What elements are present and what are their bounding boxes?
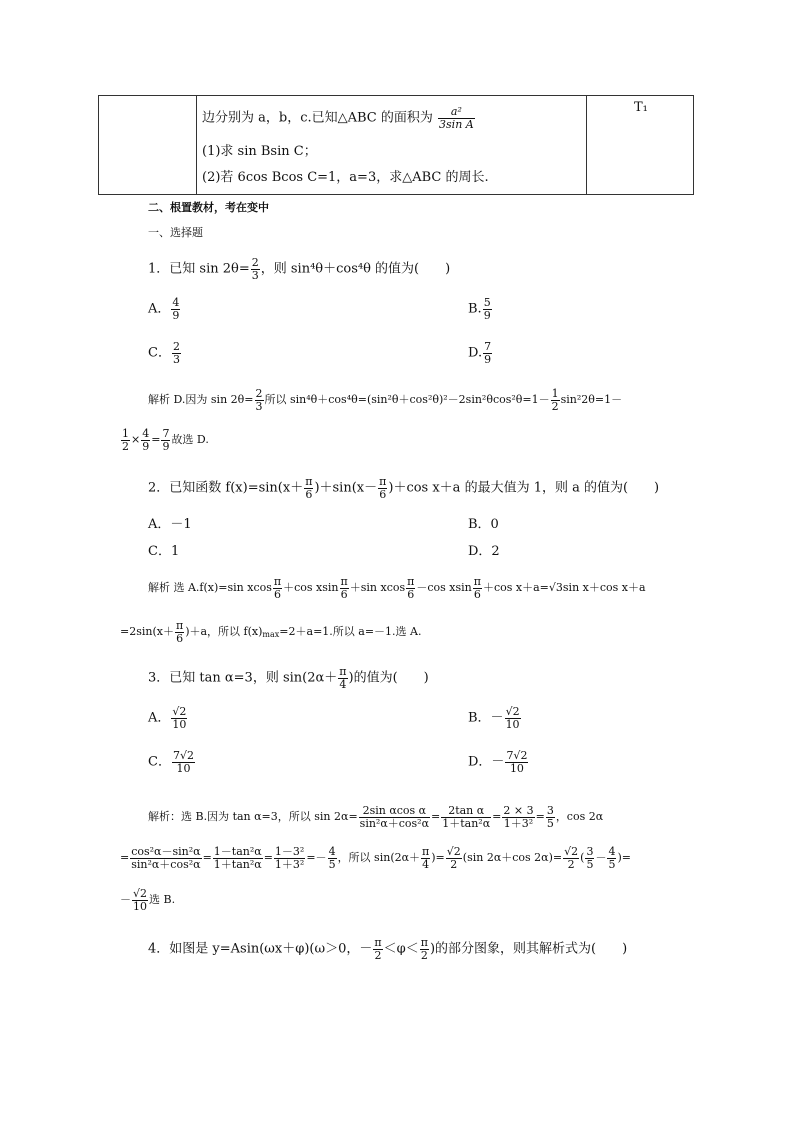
table-row-text-1: 边分别为 a，b，c.已知△ABC 的面积为 $\frac{\text{a²}}{\text{3sin A}}$ [202,105,474,131]
q2-sol-frac-2: $\frac{\pi}{6}$ [340,575,348,601]
q1-option-d-fraction: $\frac{7}{9}$ [484,340,492,366]
q3-sol2-frac-2: $\frac{\text{1－tan²α}}{\text{1＋tan²α}}$ [213,845,262,871]
q1-sol-frac-3: $\frac{1}{2}$ [122,427,129,453]
q2-stem-frac-2: $\frac{\pi}{6}$ [379,475,387,501]
table-row-text-2: (1)求 sin Bsin C； [202,144,317,159]
q1-stem: 1．已知 sin 2θ= $\frac{2}{3}$ ，则 sin⁴θ＋cos⁴θ 的值为( ) [148,256,451,282]
table-col-divider-1 [196,95,197,195]
q1-sol-frac-1: $\frac{2}{3}$ [255,387,263,413]
q3-sol2-frac-9: $\frac{4}{5}$ [608,845,616,871]
q2-option-a: A．－1 [148,517,192,532]
q3-sol-frac-1: $\frac{\text{2sin αcos α}}{\text{sin²α＋cos²α}}$ [359,804,430,830]
q3-sol2-frac-4: $\frac{4}{5}$ [328,845,336,871]
q1-option-b: B. $\frac{5}{9}$ [468,296,491,322]
q3-option-c-fraction: $\frac{7√2}{10}$ [172,749,194,775]
q2-option-c: C．1 [148,544,180,559]
q3-sol2-frac-7: $\frac{√2}{2}$ [564,845,579,871]
q3-sol2-frac-3: $\frac{\text{1－3²}}{\text{1＋3²}}$ [274,845,305,871]
q1-solution-line-2: $\frac{1}{2}$ × $\frac{4}{9}$ = $\frac{7}{9}$ 故选 D. [122,427,209,453]
q3-sol2-frac-6: $\frac{√2}{2}$ [446,845,461,871]
q1-option-a-fraction: $\frac{4}{9}$ [172,296,180,322]
q2-option-b: B．0 [468,517,499,532]
q3-solution-line-2: = $\frac{\text{cos²α－sin²α}}{\text{sin²α＋cos²α}}$ = $\frac{\text{1－tan²α}}{\text{1＋tan²α}}$ = $\frac{\text{1－3²}}{\text{1＋3²}}$ =－ $\frac{4}{5}$ ，所以 sin(2α＋ $\frac{\pi}{4}$ )= $\frac{√2}{2}$ (sin 2α＋cos 2α)= $\frac{√2}{2}$ ( $\frac{3}{5}$ － $\frac{4}{5}$ )= [120,845,631,871]
q3-sol-frac-2: $\frac{\text{2tan α}}{\text{1＋tan²α}}$ [442,804,491,830]
q3-option-a-fraction: $\frac{√2}{10}$ [172,705,187,731]
q3-sol-frac-4: $\frac{3}{5}$ [546,804,554,830]
q2-solution-line-1: 解析 选 A.f(x)=sin xcos $\frac{\pi}{6}$ ＋cos xsin $\frac{\pi}{6}$ ＋sin xcos $\frac{\pi}{6}$ －cos xsin $\frac{\pi}{6}$ ＋cos x＋a=√3sin x＋cos x＋a [148,575,646,601]
q2-sol-frac-5: $\frac{\pi}{6}$ [175,619,184,645]
section-title: 二、根置教材，考在变中 [148,201,269,214]
q1-stem-fraction: $\frac{2}{3}$ [251,256,259,282]
subsection-title: 一、选择题 [148,226,203,239]
q1-option-d: D. $\frac{7}{9}$ [468,340,492,366]
q3-sol2-frac-8: $\frac{3}{5}$ [586,845,594,871]
q2-stem-frac-1: $\frac{\pi}{6}$ [305,475,313,501]
table-right-border [693,95,694,195]
q3-stem-frac: $\frac{\pi}{4}$ [339,665,347,691]
q2-stem: 2．已知函数 f(x)=sin(x＋ $\frac{\pi}{6}$ )＋sin(x－ $\frac{\pi}{6}$ )＋cos x＋a 的最大值为 1，则 a 的值为( ) [148,475,660,501]
table-left-border [98,95,99,195]
q4-stem: 4．如图是 y=Asin(ωx＋φ)(ω＞0，－ $\frac{\pi}{2}$ ＜φ＜ $\frac{\pi}{2}$ )的部分图象，则其解析式为( ) [148,936,628,962]
q3-sol3-frac: $\frac{√2}{10}$ [133,887,148,913]
q3-option-b: B．－ $\frac{√2}{10}$ [468,705,520,731]
q2-option-d: D．2 [468,544,500,559]
q2-solution-line-2: =2sin(x＋ $\frac{\pi}{6}$ )＋a，所以 $f(x)_{max}=2+a=1$.所以 a=－1.选 A. [120,619,422,645]
table-right-label: T₁ [634,100,648,115]
q3-option-d-fraction: $\frac{7√2}{10}$ [506,749,528,775]
q3-option-d: D．－ $\frac{7√2}{10}$ [468,749,528,775]
q3-sol2-frac-5: $\frac{\pi}{4}$ [422,845,430,871]
table-top-border [98,95,694,96]
area-fraction: $\frac{\text{a²}}{\text{3sin A}}$ [439,105,474,131]
table-col-divider-2 [586,95,587,195]
q1-option-a: A． $\frac{4}{9}$ [148,296,180,322]
q3-solution-line-3: － $\frac{√2}{10}$ 选 B. [120,887,176,913]
q1-option-b-fraction: $\frac{5}{9}$ [483,296,491,322]
q1-sol-frac-4: $\frac{4}{9}$ [142,427,150,453]
q2-sol-frac-1: $\frac{\pi}{6}$ [273,575,282,601]
q4-stem-frac-1: $\frac{\pi}{2}$ [374,936,382,962]
q1-sol-frac-2: $\frac{1}{2}$ [551,387,559,413]
q3-option-a: A． $\frac{√2}{10}$ [148,705,187,731]
q3-sol-frac-3: $\frac{2 \times 3}{\text{1＋3²}}$ [503,804,534,830]
q3-sol2-frac-1: $\frac{\text{cos²α－sin²α}}{\text{sin²α＋cos²α}}$ [131,845,201,871]
q4-stem-frac-2: $\frac{\pi}{2}$ [420,936,428,962]
q3-stem: 3．已知 tan α=3，则 sin(2α＋ $\frac{\pi}{4}$ )的值为( ) [148,665,429,691]
q2-sol-frac-4: $\frac{\pi}{6}$ [473,575,481,601]
table-bottom-border [98,194,694,195]
q1-sol-frac-5: $\frac{7}{9}$ [162,427,170,453]
q3-option-c: C． $\frac{7√2}{10}$ [148,749,194,775]
q3-solution-line-1: 解析：选 B.因为 tan α=3，所以 sin 2α= $\frac{\text{2sin αcos α}}{\text{sin²α＋cos²α}}$ = $\frac{\text{2tan α}}{\text{1＋tan²α}}$ = $\frac{2 \times 3}{\text{1＋3²}}$ = $\frac{3}{5}$ ，cos 2α [148,804,604,830]
table-row-text-3: (2)若 6cos Bcos C=1，a=3，求△ABC 的周长. [202,170,489,185]
q1-option-c-fraction: $\frac{2}{3}$ [172,340,180,366]
q1-option-c: C． $\frac{2}{3}$ [148,340,180,366]
q2-sol-frac-3: $\frac{\pi}{6}$ [407,575,415,601]
q3-option-b-fraction: $\frac{√2}{10}$ [505,705,520,731]
q1-solution-line-1: 解析 D.因为 sin 2θ= $\frac{2}{3}$ 所以 sin⁴θ＋cos⁴θ=(sin²θ＋cos²θ)²－2sin²θcos²θ=1－ $\frac{1}{2}$ sin²2θ=1－ [148,387,623,413]
